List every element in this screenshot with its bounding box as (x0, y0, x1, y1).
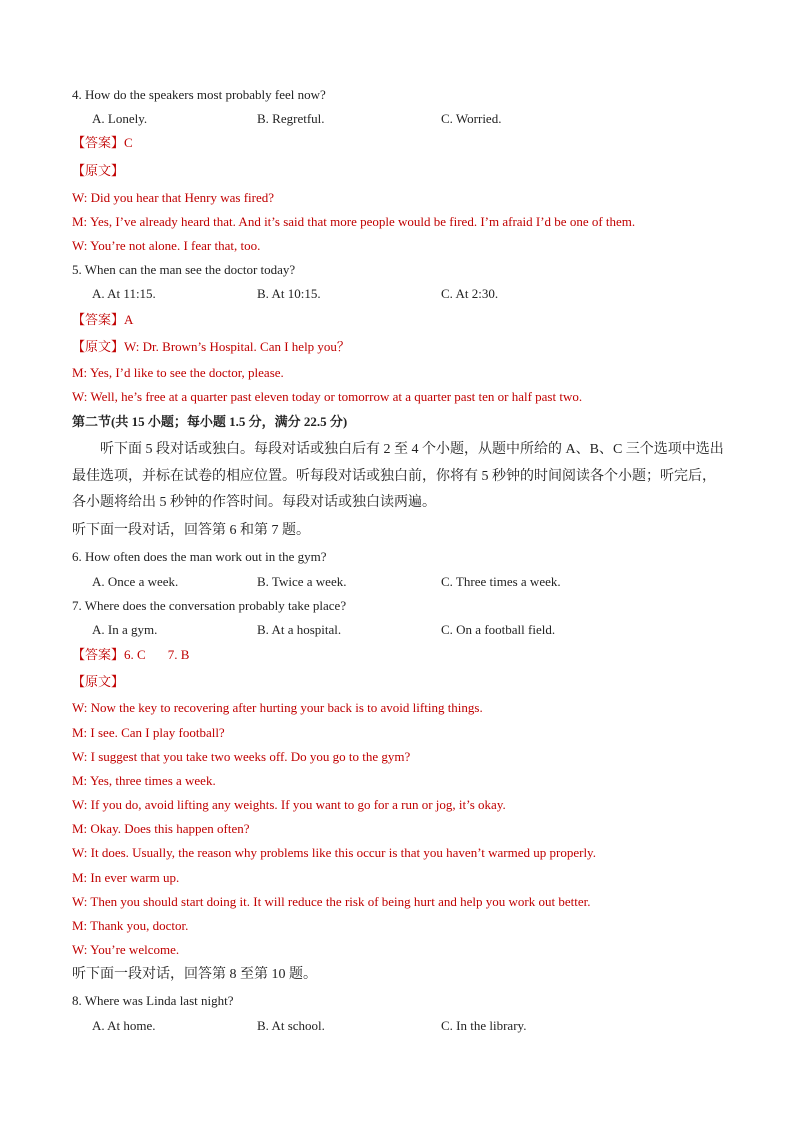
q5-option-a: A. At 11:15. (92, 286, 156, 301)
q6-option-b: B. Twice a week. (257, 574, 347, 589)
section-title: 第二节(共 15 小题；每小题 1.5 分，满分 22.5 分) (72, 414, 348, 429)
script-line: W: You’re welcome. (72, 942, 180, 957)
q4-answer-line (72, 134, 133, 152)
section-instructions (72, 437, 724, 517)
answer-tag: 【答案】 (72, 135, 125, 150)
script-line: W: If you do, avoid lifting any weights. If you want to go for a run or jog, it’s okay. (72, 797, 506, 812)
dialogue-intro: 听下面一段对话，回答第 8 至第 10 题。 (72, 967, 317, 982)
answer-value-6: 6. C (124, 647, 146, 662)
script-line: W: I suggest that you take two weeks off. Do you go to the gym? (72, 749, 411, 764)
script-tag: 【原文】 (72, 339, 125, 354)
instructions-text: 听下面 5 段对话或独白。每段对话或独白后有 2 至 4 个小题，从题中所给的 A、B、C 三个选项中选出最佳选项，并标在试卷的相应位置。听每段对话或独白前，你将有 5 秒钟的时间阅读各个小题；听完后，各小题将给出 5 秒钟的作答时间。每段对话或独白读两遍。 (72, 442, 724, 510)
q67-answer-line (72, 646, 189, 664)
question-6: 6. How often does the man work out in the gym? (72, 549, 327, 564)
script-line: W: Dr. Brown’s Hospital. Can I help you？ (124, 339, 350, 354)
q6-option-c: C. Three times a week. (441, 574, 561, 589)
script-line: M: In ever warm up. (72, 870, 180, 885)
q7-option-a: A. In a gym. (92, 622, 158, 637)
script-tag: 【原文】 (72, 674, 125, 689)
q8-option-b: B. At school. (257, 1018, 325, 1033)
q8-option-a: A. At home. (92, 1018, 156, 1033)
q4-option-b: B. Regretful. (257, 111, 325, 126)
answer-value: A (124, 312, 134, 327)
q5-option-c: C. At 2:30. (441, 286, 499, 301)
q4-option-c: C. Worried. (441, 111, 502, 126)
question-4: 4. How do the speakers most probably feel now? (72, 87, 326, 102)
script-line: W: Did you hear that Henry was fired? (72, 190, 275, 205)
question-7: 7. Where does the conversation probably take place? (72, 598, 347, 613)
question-5: 5. When can the man see the doctor today? (72, 262, 296, 277)
script-line: W: Well, he’s free at a quarter past eleven today or tomorrow at a quarter past ten or half past two. (72, 389, 583, 404)
q5-option-b: B. At 10:15. (257, 286, 321, 301)
answer-tag: 【答案】 (72, 312, 125, 327)
script-line: M: Yes, I’d like to see the doctor, please. (72, 365, 284, 380)
script-line: M: Okay. Does this happen often? (72, 821, 250, 836)
script-line: W: Now the key to recovering after hurting your back is to avoid lifting things. (72, 700, 483, 715)
answer-tag: 【答案】 (72, 647, 125, 662)
q8-option-c: C. In the library. (441, 1018, 527, 1033)
q5-script-first-line (72, 338, 350, 356)
script-tag: 【原文】 (72, 163, 125, 178)
answer-value-7: 7. B (167, 647, 190, 662)
q5-answer-line (72, 311, 133, 329)
script-line: M: Thank you, doctor. (72, 918, 189, 933)
question-8: 8. Where was Linda last night? (72, 993, 234, 1008)
script-line: W: Then you should start doing it. It will reduce the risk of being hurt and help you work out better. (72, 894, 591, 909)
q7-option-c: C. On a football field. (441, 622, 556, 637)
q7-option-b: B. At a hospital. (257, 622, 342, 637)
script-line: M: I see. Can I play football? (72, 725, 225, 740)
q6-option-a: A. Once a week. (92, 574, 179, 589)
script-line: M: Yes, three times a week. (72, 773, 216, 788)
q4-option-a: A. Lonely. (92, 111, 148, 126)
script-line: W: You’re not alone. I fear that, too. (72, 238, 261, 253)
answer-value: C (124, 135, 133, 150)
script-line: M: Yes, I’ve already heard that. And it’s said that more people would be fired. I’m afraid I’d be one of them. (72, 214, 636, 229)
script-line: W: It does. Usually, the reason why problems like this occur is that you haven’t warmed up properly. (72, 845, 596, 860)
dialogue-intro: 听下面一段对话，回答第 6 和第 7 题。 (72, 523, 310, 538)
